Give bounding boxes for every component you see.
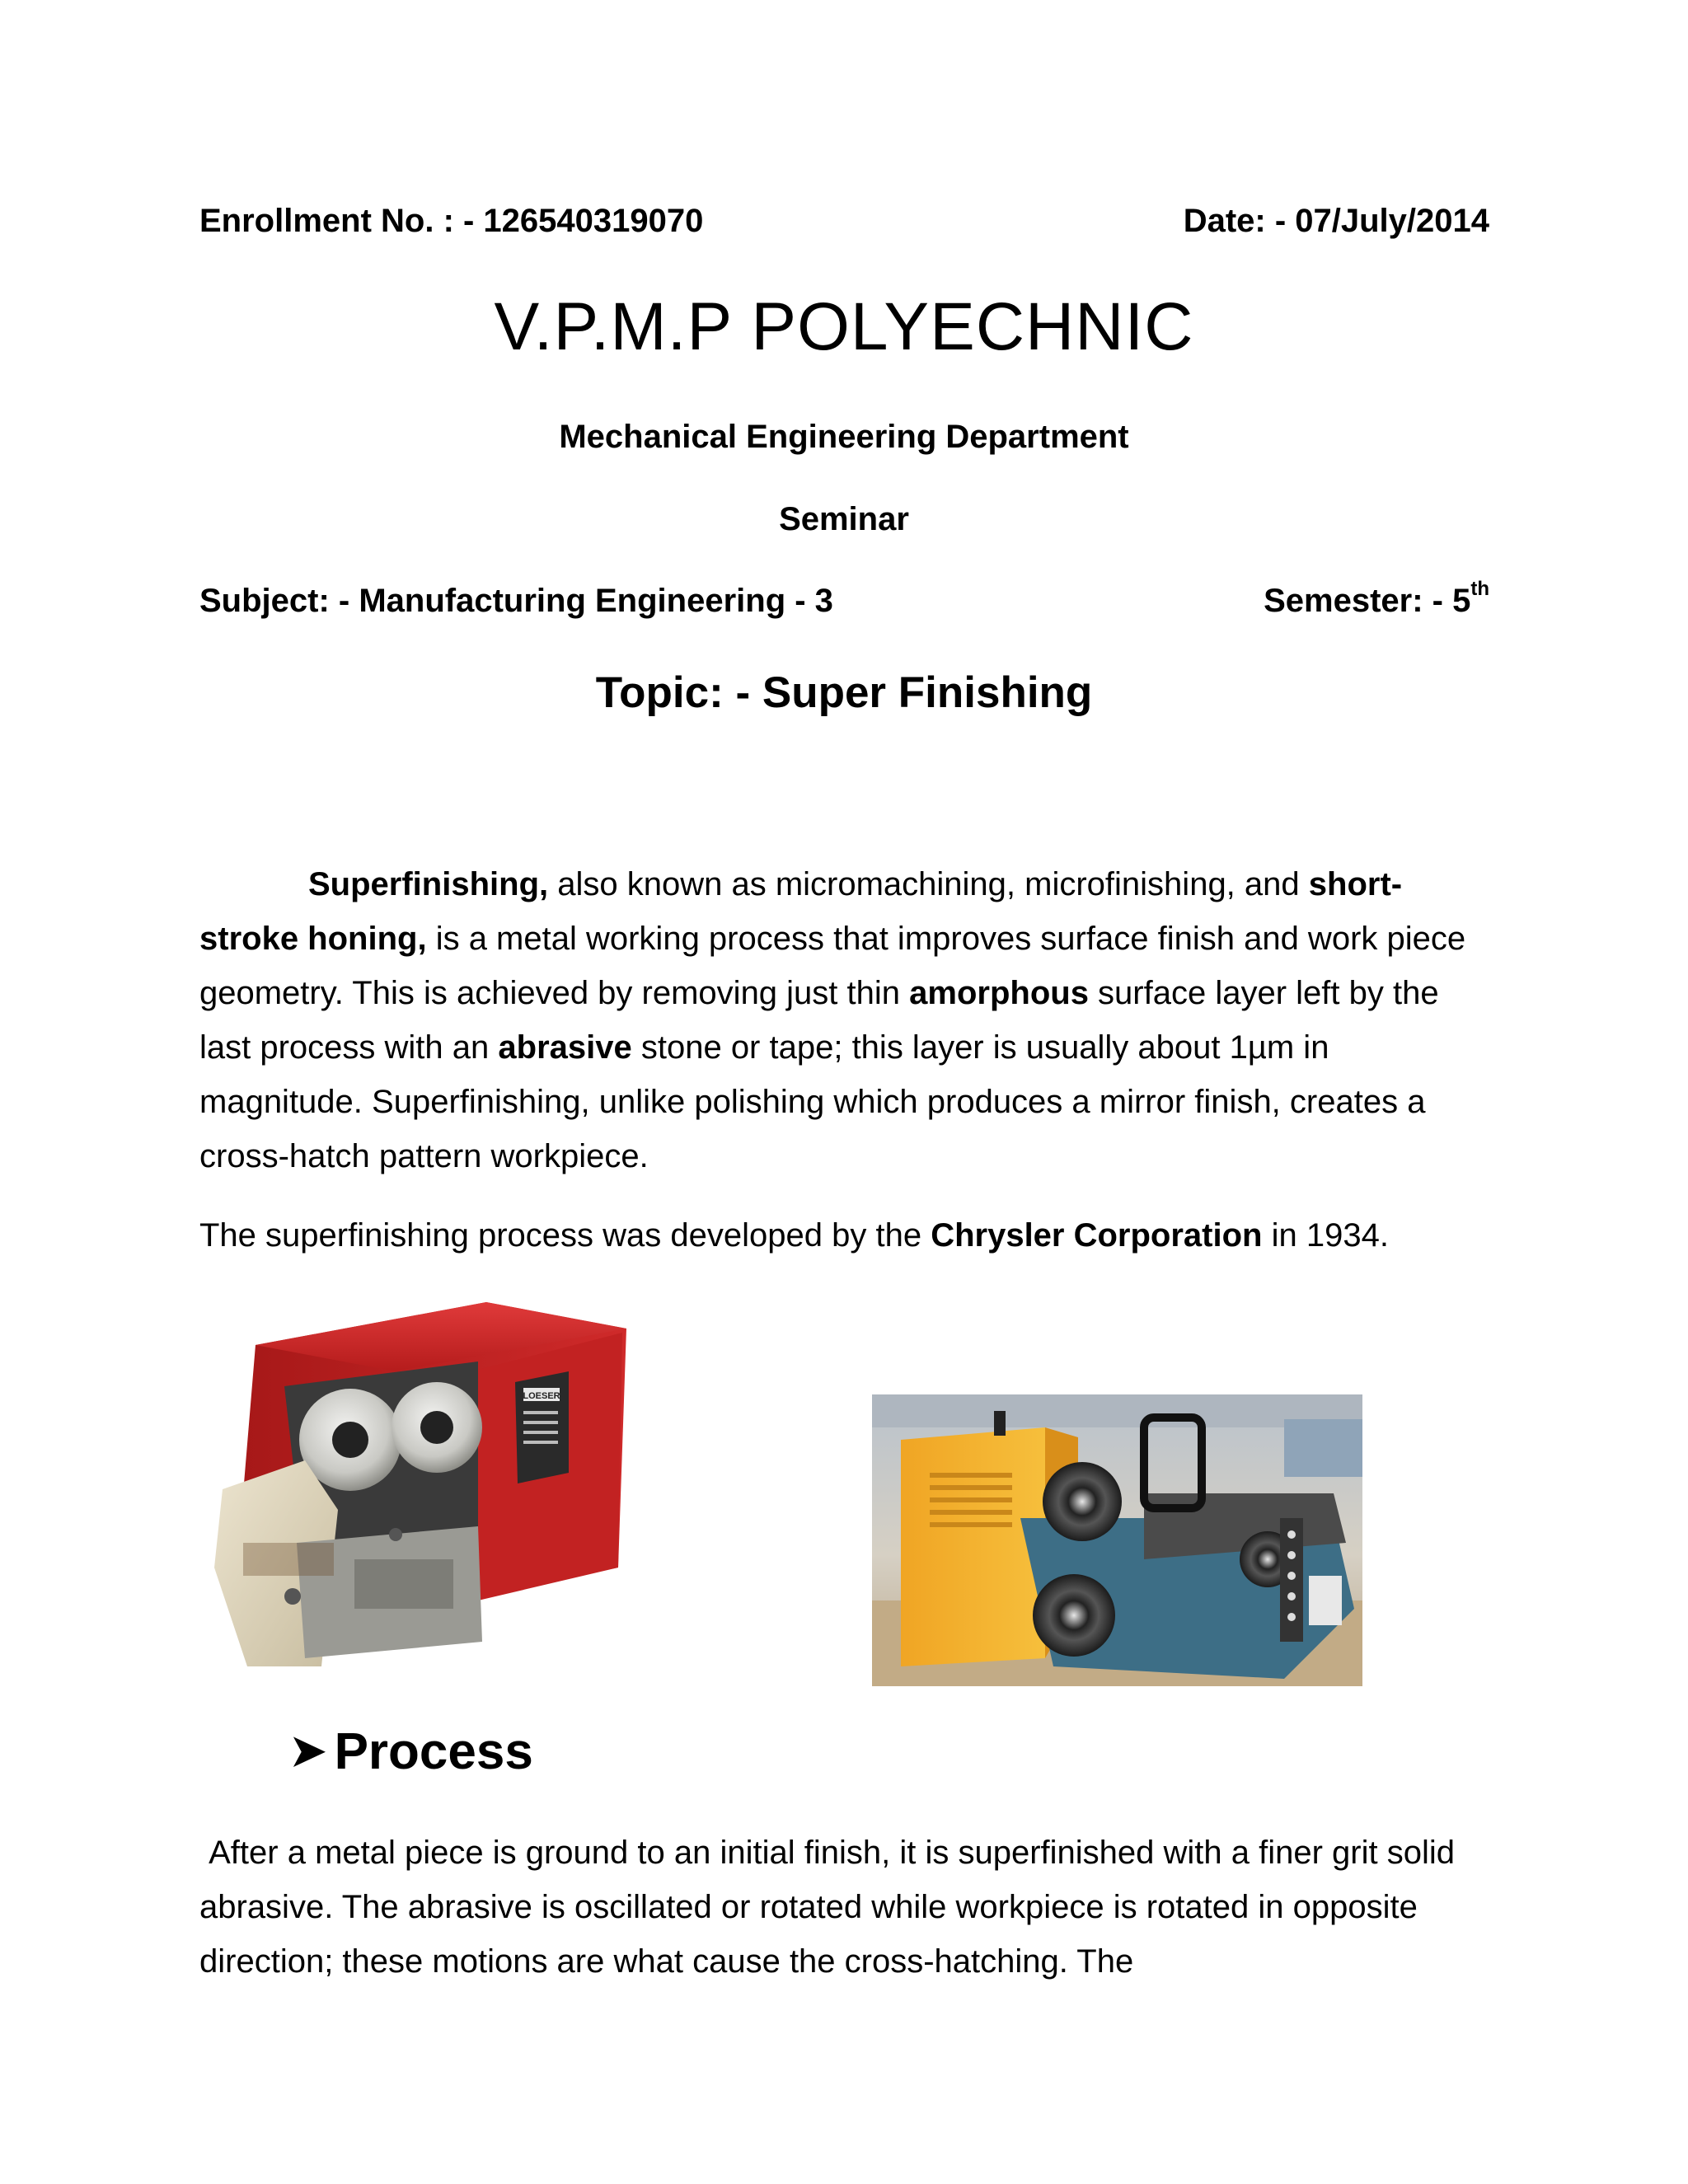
process-heading-text: Process	[334, 1723, 533, 1780]
process-heading	[290, 1722, 533, 1781]
loeser-label: LOESER	[523, 1391, 560, 1401]
semester-value: Semester: - 5	[1264, 583, 1471, 619]
term-abrasive: abrasive	[498, 1029, 632, 1066]
topic-heading: Topic: - Super Finishing	[595, 668, 1093, 717]
semester	[1264, 578, 1489, 620]
intro-paragraph	[199, 857, 1493, 1183]
history-text-1: The superfinishing process was developed by the	[199, 1217, 931, 1254]
subject: Subject: - Manufacturing Engineering - 3	[199, 583, 833, 619]
term-chrysler: Chrysler Corporation	[931, 1217, 1263, 1254]
process-text: After a metal piece is ground to an initial finish, it is superfinished with a finer grit solid abrasive. The abrasive is oscillated or rotated while workpiece is rotated in opposite direction; these motions are what cause the cross-hatching. The	[199, 1835, 1455, 1980]
department-name: Mechanical Engineering Department	[559, 419, 1129, 455]
intro-text-4: stone or tape; this layer is usually about 1µm in magnitude. Superfinishing, unlike polishing which produces a mirror finish, creates a cross-hatch pattern workpiece.	[199, 1029, 1426, 1174]
institute-title: V.P.M.P POLYECHNIC	[494, 289, 1194, 364]
intro-text-3: surface layer left by the last process with an	[199, 975, 1439, 1066]
enrollment-number: Enrollment No. : - 126540319070	[199, 203, 704, 239]
process-paragraph	[199, 1825, 1493, 1989]
semester-ordinal: th	[1470, 578, 1489, 600]
term-superfinishing: Superfinishing,	[308, 866, 549, 902]
document-type: Seminar	[779, 501, 909, 537]
intro-text-1: also known as micromachining, microfinishing, and	[548, 866, 1309, 902]
term-short-stroke-honing: short-stroke honing,	[199, 866, 1403, 957]
arrow-bullet-icon: ➤	[290, 1727, 326, 1775]
history-text-2: in 1934.	[1262, 1217, 1389, 1254]
date: Date: - 07/July/2014	[1183, 203, 1489, 239]
term-amorphous: amorphous	[909, 975, 1089, 1011]
belt-superfinishing-machine-image	[872, 1394, 1362, 1686]
history-paragraph	[199, 1208, 1493, 1263]
intro-text-2: is a metal working process that improves surface finish and work piece geometry. This is achieved by removing just thin	[199, 921, 1466, 1011]
superfinishing-tape-machine-image	[206, 1296, 635, 1675]
